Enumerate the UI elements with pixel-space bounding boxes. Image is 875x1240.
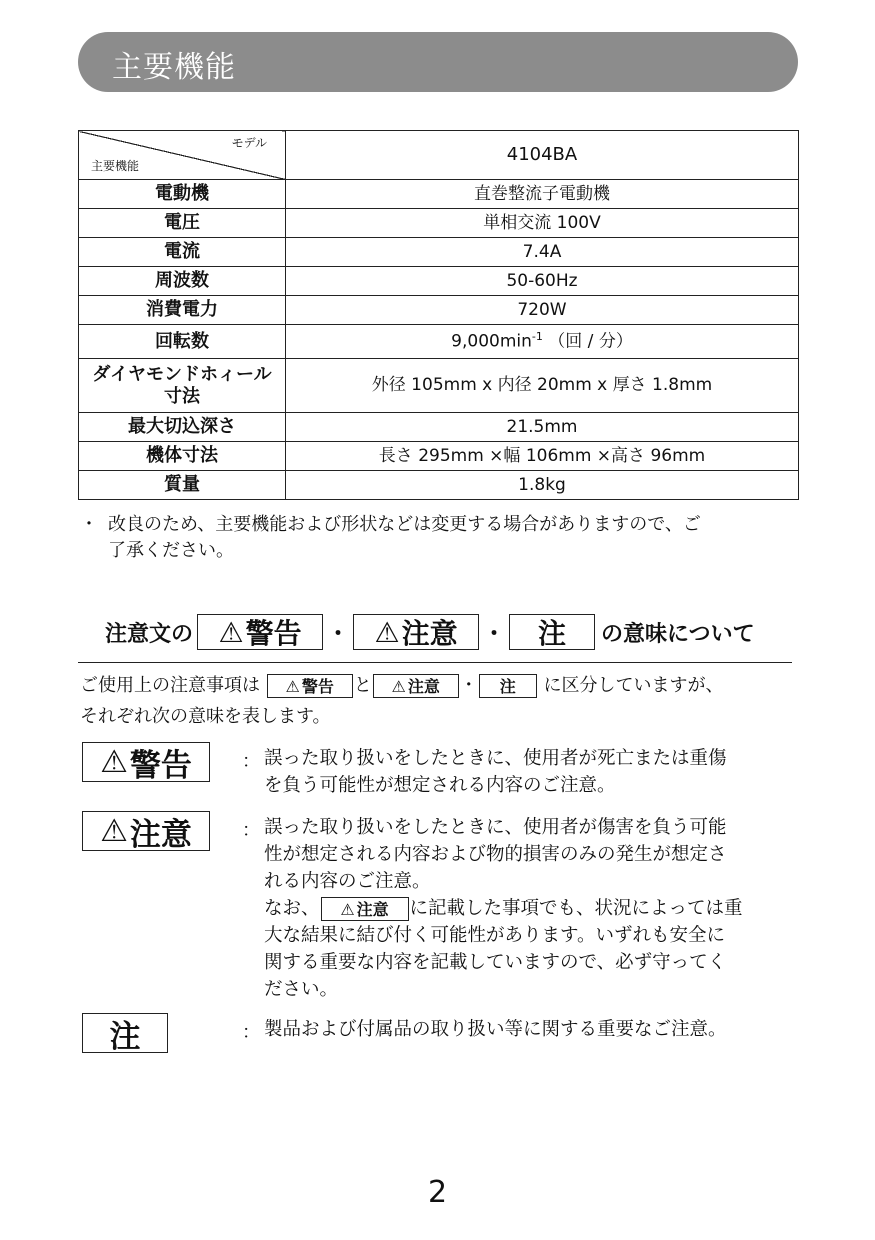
row-value: 単相交流 100V [286, 209, 799, 238]
definition-line: 大な結果に結び付く可能性があります。いずれも安全に [264, 925, 726, 946]
note-text [108, 512, 800, 564]
intro-text: に区分していますが、 [543, 675, 724, 696]
warning-inline-box [267, 674, 353, 698]
definition-line: に記載した事項でも、状況によっては重 [409, 898, 743, 919]
table-row [79, 325, 799, 359]
warning-triangle-icon: ⚠ [100, 744, 128, 780]
table-row [79, 238, 799, 267]
warning-triangle-icon: ⚠ [285, 676, 300, 696]
row-label: 質量 [79, 471, 286, 500]
rpm-unit: （回 / 分） [548, 332, 633, 353]
row-label-line1: ダイヤモンドホィール [92, 363, 272, 385]
definition-line: 関する重要な内容を記載していますので、必ず守ってく [264, 952, 727, 973]
definition-line: なお、 [264, 898, 320, 919]
definition-line: 製品および付属品の取り扱い等に関する重要なご注意。 [264, 1019, 727, 1040]
row-label: 電動機 [79, 180, 286, 209]
colon: ： [242, 820, 260, 841]
separator-dot: ・ [483, 621, 506, 647]
spec-note [78, 512, 800, 564]
section-intro [80, 670, 800, 732]
row-label: 電圧 [79, 209, 286, 238]
definition-line: 誤った取り扱いをしたときに、使用者が傷害を負う可能 [264, 817, 727, 838]
caution-definition-text [264, 814, 794, 1003]
warning-triangle-icon: ⚠ [374, 615, 400, 649]
note-label: 注 [538, 617, 567, 650]
section-divider [78, 662, 792, 663]
intro-and: と [353, 675, 372, 696]
rpm-value: 9,000min [451, 332, 532, 353]
row-value [286, 325, 799, 359]
row-label [79, 359, 286, 413]
table-row [79, 267, 799, 296]
row-value: 直巻整流子電動機 [286, 180, 799, 209]
warning-label: 警告 [301, 676, 334, 696]
caution-definition-box [82, 811, 210, 851]
note-inline-box [479, 674, 537, 698]
page-title: 主要機能 [112, 50, 236, 85]
warning-label: 警告 [245, 617, 302, 650]
row-label: 回転数 [79, 325, 286, 359]
row-label: 周波数 [79, 267, 286, 296]
warning-definition-box [82, 742, 210, 782]
warning-triangle-icon: ⚠ [340, 899, 355, 919]
corner-cell [79, 131, 286, 180]
table-header-row [79, 131, 799, 180]
warning-triangle-icon: ⚠ [391, 676, 406, 696]
row-value: 外径 105mm x 内径 20mm x 厚さ 1.8mm [286, 359, 799, 413]
row-value: 7.4A [286, 238, 799, 267]
table-row [79, 296, 799, 325]
warning-label-box [197, 614, 323, 650]
definition-line: ださい。 [264, 979, 339, 1000]
row-value: 720W [286, 296, 799, 325]
warning-triangle-icon: ⚠ [100, 813, 128, 849]
caution-inline-box [373, 674, 459, 698]
definition-line: 誤った取り扱いをしたときに、使用者が死亡または重傷 [264, 748, 727, 769]
note-label: 注 [109, 1018, 141, 1055]
definition-line: 性が想定される内容および物的損害のみの発生が想定さ [264, 844, 727, 865]
note-definition-box [82, 1013, 168, 1053]
definition-line: れる内容のご注意。 [264, 871, 431, 892]
row-label-line2: 寸法 [164, 385, 200, 407]
separator-dot: ・ [459, 675, 478, 696]
heading-suffix: の意味について [601, 621, 755, 647]
row-value: 21.5mm [286, 413, 799, 442]
heading-prefix: 注意文の [105, 621, 194, 647]
rpm-exponent: -1 [531, 330, 543, 344]
colon: ： [242, 1022, 260, 1043]
caution-label: 注意 [129, 816, 192, 853]
note-definition-text [264, 1016, 794, 1043]
corner-bottom-label: 主要機能 [91, 158, 140, 173]
caution-inline-box [321, 897, 409, 921]
row-label: 消費電力 [79, 296, 286, 325]
separator-dot: ・ [327, 621, 350, 647]
caution-label: 注意 [356, 899, 389, 919]
intro-text: ご使用上の注意事項は [80, 675, 260, 696]
caution-label: 注意 [407, 676, 440, 696]
note-label: 注 [499, 676, 516, 696]
table-row [79, 442, 799, 471]
row-label: 最大切込深さ [79, 413, 286, 442]
page-number: 2 [427, 1175, 448, 1210]
warning-triangle-icon: ⚠ [218, 615, 244, 649]
section-title-bar [78, 32, 798, 92]
table-row [79, 359, 799, 413]
spec-table [78, 130, 799, 500]
note-label-box [509, 614, 595, 650]
caution-label-box [353, 614, 479, 650]
colon: ： [242, 751, 260, 772]
model-name: 4104BA [286, 131, 799, 180]
table-row [79, 413, 799, 442]
definition-line: を負う可能性が想定される内容のご注意。 [264, 775, 616, 796]
row-value: 50-60Hz [286, 267, 799, 296]
warning-label: 警告 [129, 747, 192, 784]
row-value: 長さ 295mm ×幅 106mm ×高さ 96mm [286, 442, 799, 471]
note-line1: 改良のため、主要機能および形状などは変更する場合がありますので、ご [108, 514, 701, 535]
intro-line2: それぞれ次の意味を表します。 [80, 706, 331, 727]
table-row [79, 209, 799, 238]
warning-definition-text [264, 745, 794, 799]
table-row [79, 180, 799, 209]
corner-top-label: モデル [231, 136, 267, 150]
note-bullet: ・ [80, 514, 98, 535]
note-line2: 了承ください。 [108, 540, 234, 561]
table-row [79, 471, 799, 500]
row-value: 1.8kg [286, 471, 799, 500]
caution-section-heading [105, 612, 755, 652]
caution-label: 注意 [401, 617, 458, 650]
row-label: 電流 [79, 238, 286, 267]
row-label: 機体寸法 [79, 442, 286, 471]
